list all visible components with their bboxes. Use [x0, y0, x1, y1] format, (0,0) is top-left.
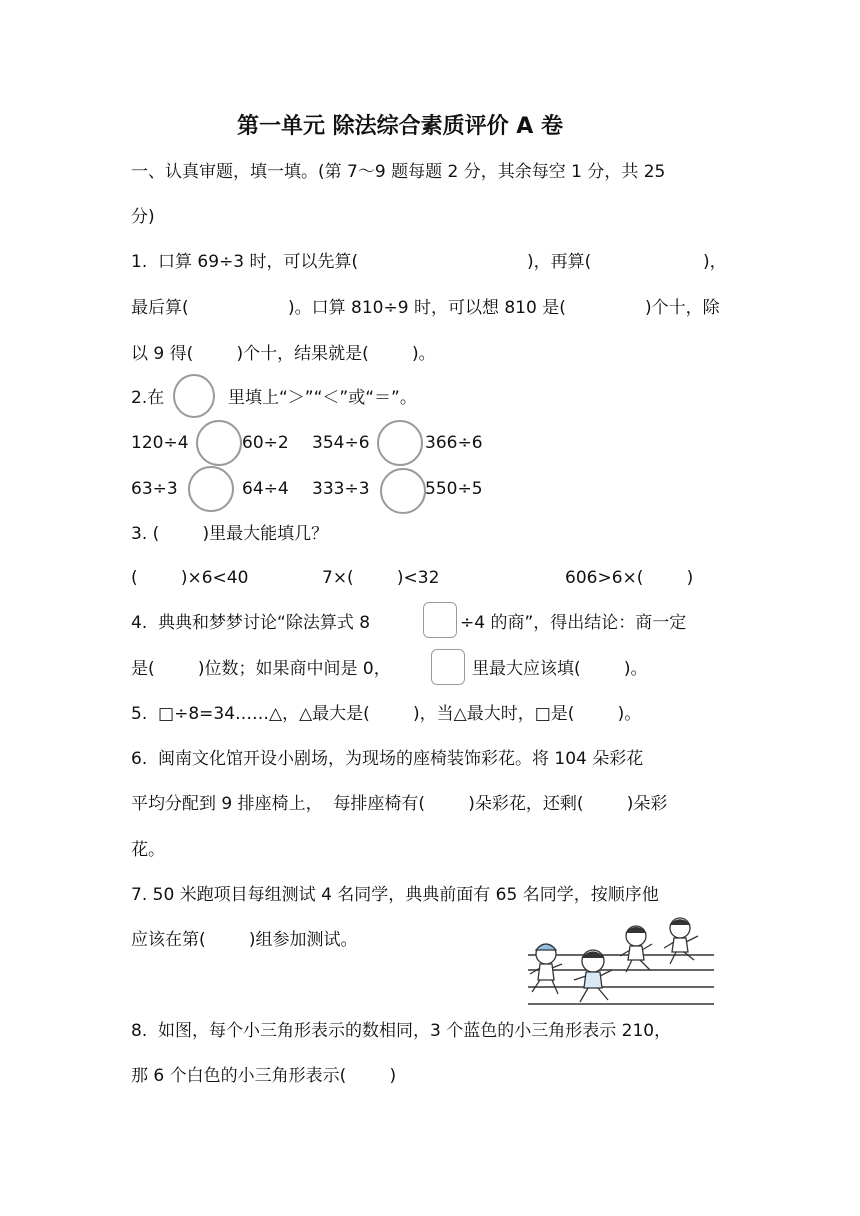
q3-item-c: 606>6×( ): [565, 568, 694, 588]
q6-line2: 平均分配到 9 排座椅上， 每排座椅有( )朵彩花，还剩( )朵彩: [131, 794, 668, 814]
q2-r1-expr3: 354÷6: [312, 433, 370, 453]
q1-part-d: 最后算(: [131, 298, 189, 318]
digit-box[interactable]: [431, 649, 465, 685]
comparison-circle[interactable]: [380, 468, 426, 514]
digit-box[interactable]: [423, 602, 457, 638]
q2-r2-expr4: 550÷5: [425, 479, 483, 499]
q4-part-b: ÷4 的商”，得出结论：商一定: [460, 613, 687, 633]
comparison-circle[interactable]: [188, 466, 234, 512]
q2-part-a: 2.在: [131, 388, 165, 408]
comparison-circle[interactable]: [377, 420, 423, 466]
q6-line3: 花。: [131, 840, 165, 860]
q1-part-f: )个十，除: [645, 298, 720, 318]
q8-line2: 那 6 个白色的小三角形表示( ): [131, 1066, 397, 1086]
q2-r1-expr2: 60÷2: [242, 433, 289, 453]
section-heading-line1: 一、认真审题，填一填。(第 7～9 题每题 2 分，其余每空 1 分，共 25: [131, 162, 666, 182]
q2-r1-expr1: 120÷4: [131, 433, 189, 453]
q1-part-b: )，再算(: [527, 252, 592, 272]
q4-part-c: 是( )位数；如果商中间是 0，: [131, 659, 391, 679]
q8-line1: 8. 如图，每个小三角形表示的数相同，3 个蓝色的小三角形表示 210，: [131, 1021, 672, 1041]
q2-r2-expr1: 63÷3: [131, 479, 178, 499]
comparison-circle[interactable]: [196, 420, 242, 466]
q2-r2-expr2: 64÷4: [242, 479, 289, 499]
comparison-circle-example: [173, 374, 215, 418]
q7-line2: 应该在第( )组参加测试。: [131, 930, 358, 950]
q3-item-b: 7×( )<32: [322, 568, 440, 588]
q4-part-a: 4. 典典和梦梦讨论“除法算式 8: [131, 613, 371, 633]
q1-part-a: 1. 口算 69÷3 时，可以先算(: [131, 252, 359, 272]
q3-item-a: ( )×6<40: [131, 568, 249, 588]
q1-part-e: )。口算 810÷9 时，可以想 810 是(: [288, 298, 566, 318]
running-children-illustration: [526, 912, 716, 1007]
page-title: 第一单元 除法综合素质评价 A 卷: [236, 114, 563, 139]
q6-line1: 6. 闽南文化馆开设小剧场，为现场的座椅装饰彩花。将 104 朵彩花: [131, 749, 644, 769]
q2-r2-expr3: 333÷3: [312, 479, 370, 499]
q5-line1: 5. □÷8=34……△，△最大是( )，当△最大时，□是( )。: [131, 704, 642, 724]
q2-part-b: 里填上“＞”“＜”或“＝”。: [228, 388, 417, 408]
q1-part-c: )，: [703, 252, 727, 272]
q4-part-d: 里最大应该填( )。: [472, 659, 648, 679]
q3-line1: 3. ( )里最大能填几？: [131, 524, 329, 544]
section-heading-line2: 分): [131, 207, 155, 227]
q2-r1-expr4: 366÷6: [425, 433, 483, 453]
q1-line3: 以 9 得( )个十，结果就是( )。: [131, 344, 436, 364]
q7-line1: 7. 50 米跑项目每组测试 4 名同学，典典前面有 65 名同学，按顺序他: [131, 885, 659, 905]
